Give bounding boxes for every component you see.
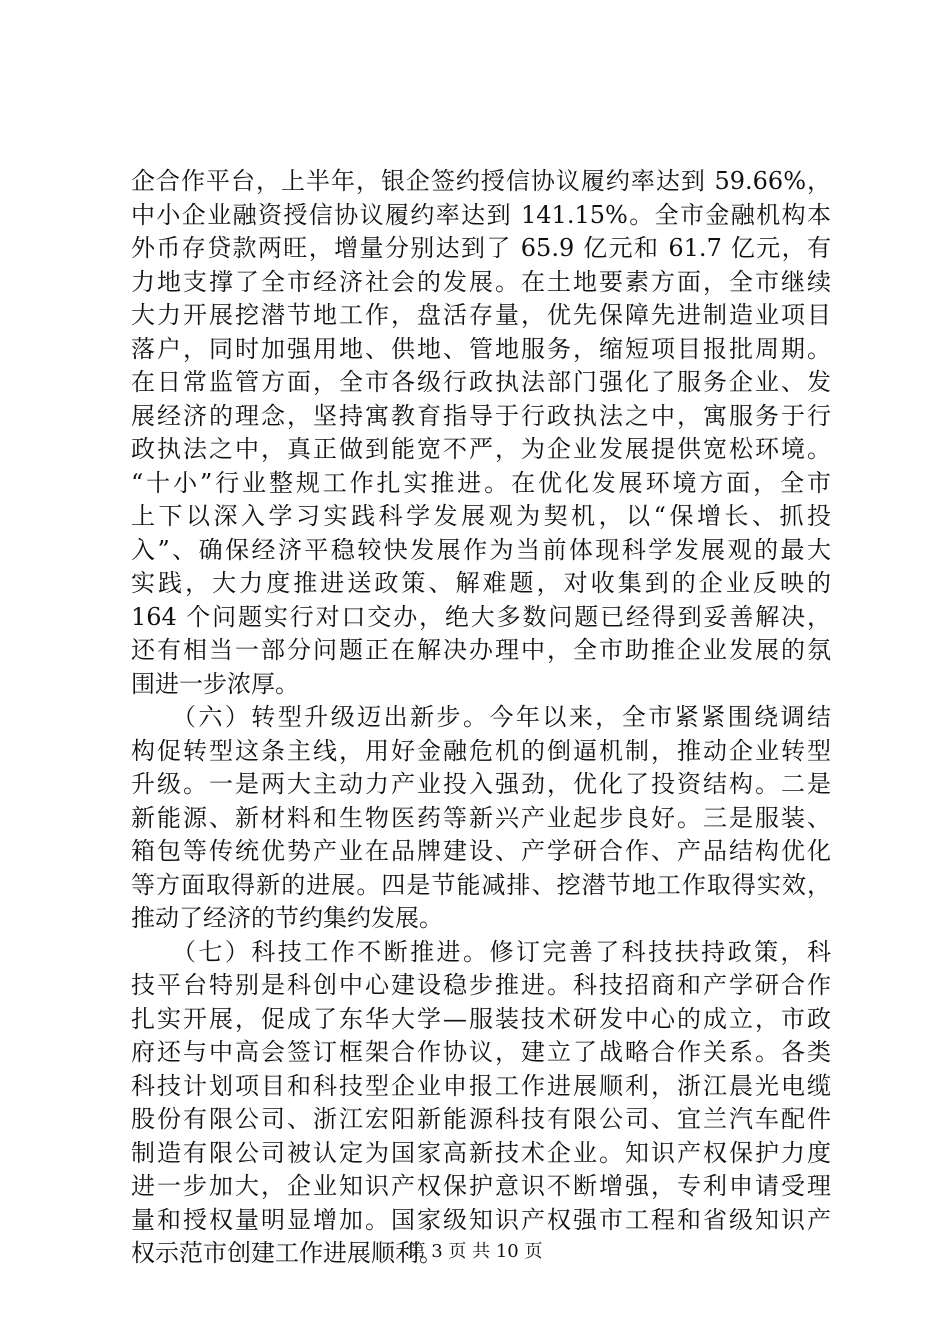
text-line: 量和授权量明显增加。国家级知识产权强市工程和省级知识产 (131, 1205, 831, 1234)
text-line: 技平台特别是科创中心建设稳步推进。科技招商和产学研合作 (131, 971, 831, 999)
text-line: 在日常监管方面，全市各级行政执法部门强化了服务企业、发 (131, 368, 831, 396)
text-line: 科技计划项目和科技型企业申报工作进展顺利，浙江晨光电缆 (131, 1071, 831, 1100)
text-line: 府还与中高会签订框架合作协议，建立了战略合作关系。各类 (131, 1038, 831, 1066)
text-line: 推动了经济的节约集约发展。 (131, 904, 443, 932)
body-text (131, 165, 831, 1271)
page-number: 第 3 页 共 10 页 (407, 1241, 543, 1262)
text-line: 股份有限公司、浙江宏阳新能源科技有限公司、宜兰汽车配件 (131, 1105, 831, 1133)
text-line: 新能源、新材料和生物医药等新兴产业起步良好。三是服装、 (131, 803, 831, 832)
text-line: 权示范市创建工作进展顺利。 (131, 1239, 443, 1267)
text-line: “十小”行业整规工作扎实推进。在优化发展环境方面，全市 (131, 468, 831, 497)
text-line: 展经济的理念，坚持寓教育指导于行政执法之中，寓服务于行 (131, 401, 831, 430)
text-line: 164 个问题实行对口交办，绝大多数问题已经得到妥善解决， (131, 602, 831, 631)
text-line: 等方面取得新的进展。四是节能减排、挖潜节地工作取得实效， (131, 870, 831, 899)
text-line: 政执法之中，真正做到能宽不严，为企业发展提供宽松环境。 (131, 435, 831, 463)
text-line: （六）转型升级迈出新步。今年以来，全市紧紧围绕调结 (131, 703, 831, 731)
text-line: 制造有限公司被认定为国家高新技术企业。知识产权保护力度 (131, 1138, 831, 1167)
text-line: 升级。一是两大主动力产业投入强劲，优化了投资结构。二是 (131, 770, 831, 798)
text-line: 落户，同时加强用地、供地、管地服务，缩短项目报批周期。 (131, 334, 831, 363)
text-line: 企合作平台，上半年，银企签约授信协议履约率达到 59.66%， (131, 167, 831, 195)
text-line: （七）科技工作不断推进。修订完善了科技扶持政策，科 (131, 937, 831, 966)
text-line: 箱包等传统优势产业在品牌建设、产学研合作、产品结构优化 (131, 837, 831, 865)
text-line: 中小企业融资授信协议履约率达到 141.15%。全市金融机构本 (131, 200, 831, 229)
text-line: 构促转型这条主线，用好金融危机的倒逼机制，推动企业转型 (131, 736, 831, 765)
text-line: 扎实开展，促成了东华大学—服装技术研发中心的成立，市政 (131, 1004, 831, 1033)
text-line: 上下以深入学习实践科学发展观为契机，以“保增长、抓投 (131, 502, 831, 530)
text-line: 还有相当一部分问题正在解决办理中，全市助推企业发展的氛 (131, 636, 831, 664)
text-line: 入”、确保经济平稳较快发展作为当前体现科学发展观的最大 (131, 535, 831, 564)
text-line: 进一步加大，企业知识产权保护意识不断增强，专利申请受理 (131, 1172, 831, 1200)
text-line: 实践，大力度推进送政策、解难题，对收集到的企业反映的 (131, 569, 831, 597)
text-line: 力地支撑了全市经济社会的发展。在土地要素方面，全市继续 (131, 267, 831, 296)
text-line: 大力开展挖潜节地工作，盘活存量，优先保障先进制造业项目 (131, 301, 831, 329)
text-line: 围进一步浓厚。 (131, 669, 299, 698)
text-line: 外币存贷款两旺，增量分别达到了 65.9 亿元和 61.7 亿元，有 (131, 234, 831, 262)
